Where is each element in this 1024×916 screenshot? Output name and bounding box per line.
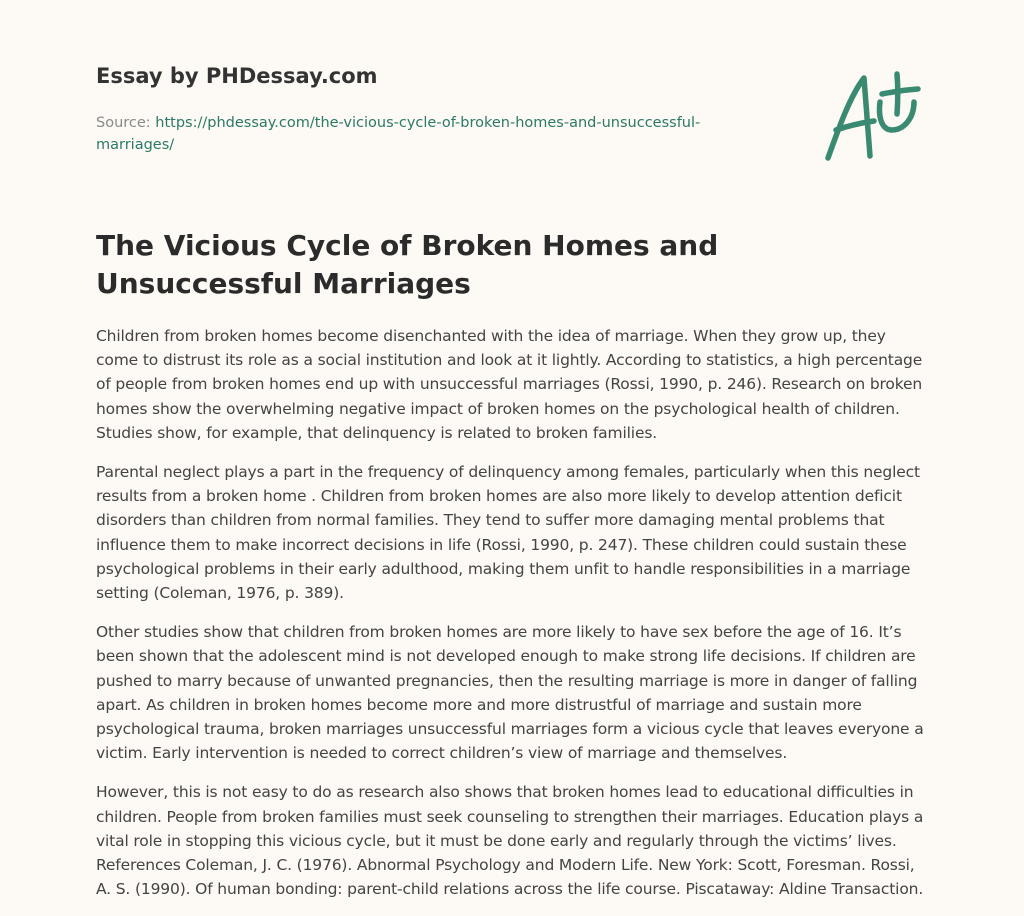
article-paragraph: However, this is not easy to do as research also shows that broken homes lead to educational difficulties in children. People from broken families must seek counseling to strengthen their marriages. Education plays a vital role in stopping this vicious cycle, but it must be done early and regularly through the victims’ lives. References Coleman, J. C. (1976). Abnormal Psychology and Modern Life. New York: Scott, Foresman. Rossi, A. S. (1990). Of human bonding: parent-child relations across the life course. Piscataway: Aldine Transaction. — [96, 783, 924, 899]
article-paragraph: Children from broken homes become disenchanted with the idea of marriage. When they grow up, they come to distrust its role as a social institution and look at it lightly. According to statistics, a high percentage of people from broken homes end up with unsuccessful marriages (Rossi, 1990, p. 246). Research on broken homes show the overwhelming negative impact of broken homes on the psychological health of children. Studies show, for example, that delinquency is related to broken families. — [96, 327, 923, 442]
article-paragraph: Other studies show that children from broken homes are more likely to have sex before the age of 16. It’s been shown that the adolescent mind is not developed enough to make strong life decisions. If children are pushed to marry because of unwanted pregnancies, then the resulting marriage is more in danger of falling apart. As children in broken homes become more and more distrustful of marriage and sustain more psychological trauma, broken marriages unsuccessful marriages form a vicious cycle that leaves everyone a victim. Early intervention is needed to correct children’s view of marriage and themselves. — [96, 623, 924, 763]
a-plus-grade-icon — [818, 68, 930, 164]
article-body — [96, 324, 928, 916]
a-plus-logo-svg — [818, 68, 930, 164]
article-title: The Vicious Cycle of Broken Homes and Unsuccessful Marriages — [96, 229, 719, 300]
article-paragraph: Parental neglect plays a part in the frequency of delinquency among females, particularly when this neglect results from a broken home . Children from broken homes are also more likely to develop attention deficit disorders than children from normal families. They tend to suffer more damaging mental problems that influence them to make incorrect decisions in life (Rossi, 1990, p. 247). These children could sustain these psychological problems in their early adulthood, making them unfit to handle responsibilities in a marriage setting (Coleman, 1976, p. 389). — [96, 463, 920, 603]
site-brand: Essay by PHDessay.com — [96, 64, 378, 88]
source-label: Source: — [96, 115, 151, 131]
source-line — [96, 112, 736, 156]
source-link[interactable]: https://phdessay.com/the-vicious-cycle-of-broken-homes-and-unsuccessful-marriages/ — [96, 115, 701, 153]
